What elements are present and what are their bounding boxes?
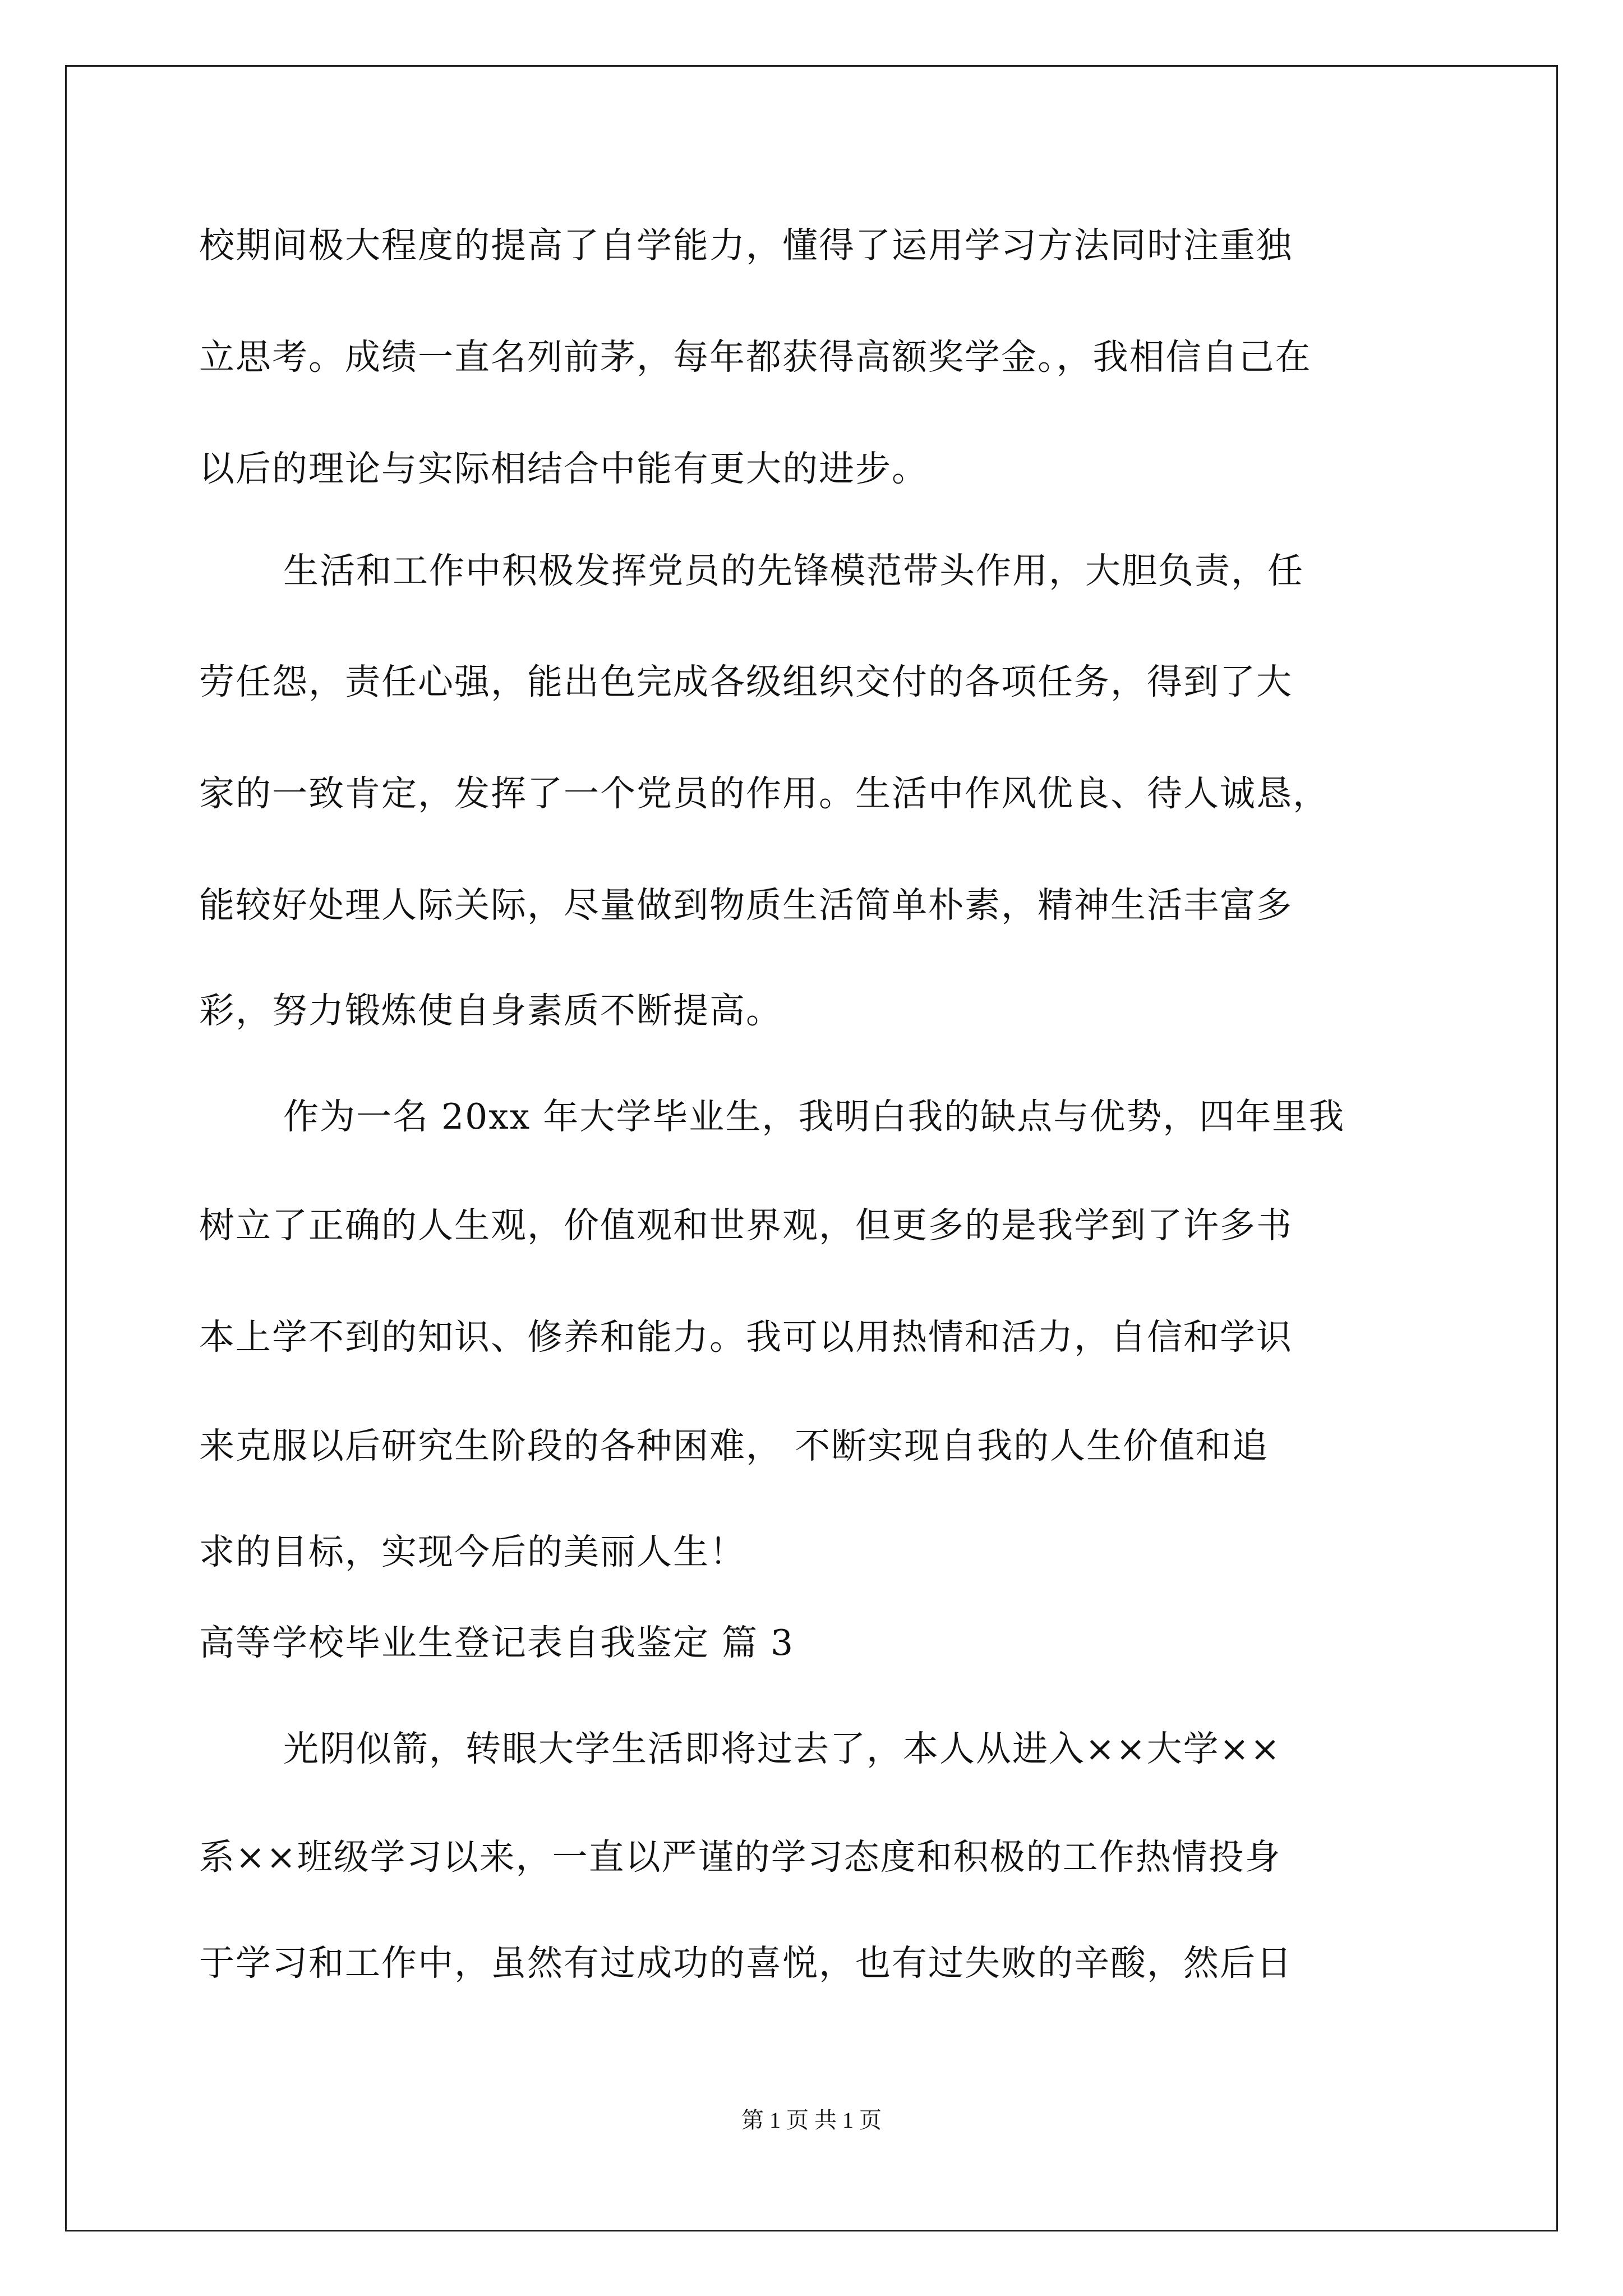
- paragraph-line: 作为一名 20xx 年大学毕业生，我明白我的缺点与优势，四年里我: [283, 1096, 1345, 1137]
- paragraph-line: 劳任怨，责任心强，能出色完成各级组织交付的各项任务，得到了大: [199, 661, 1293, 702]
- paragraph-line: 校期间极大程度的提高了自学能力，懂得了运用学习方法同时注重独: [199, 225, 1293, 266]
- paragraph-line: 来克服以后研究生阶段的各种困难， 不断实现自我的人生价值和追: [199, 1425, 1269, 1466]
- paragraph-line: 生活和工作中积极发挥党员的先锋模范带头作用，大胆负责，任: [283, 550, 1304, 591]
- page-footer: 第 1 页 共 1 页: [741, 2108, 882, 2133]
- paragraph-line: 以后的理论与实际相结合中能有更大的进步。: [199, 448, 928, 489]
- paragraph-line: 光阴似箭，转眼大学生活即将过去了，本人从进入××大学××: [283, 1728, 1281, 1769]
- paragraph-line: 系××班级学习以来，一直以严谨的学习态度和积极的工作热情投身: [199, 1837, 1281, 1878]
- page-border: [65, 65, 1558, 2231]
- paragraph-line: 能较好处理人际关际，尽量做到物质生活简单朴素，精神生活丰富多: [199, 885, 1293, 926]
- paragraph-line: 于学习和工作中，虽然有过成功的喜悦，也有过失败的辛酸，然后日: [199, 1943, 1293, 1984]
- paragraph-line: 立思考。成绩一直名列前茅，每年都获得高额奖学金。，我相信自己在: [199, 337, 1312, 378]
- paragraph-line: 求的目标，实现今后的美丽人生！: [199, 1531, 746, 1572]
- paragraph-line: 本上学不到的知识、修养和能力。我可以用热情和活力，自信和学识: [199, 1317, 1293, 1358]
- paragraph-line: 彩，努力锻炼使自身素质不断提高。: [199, 990, 782, 1031]
- paragraph-line: 树立了正确的人生观，价值观和世界观，但更多的是我学到了许多书: [199, 1205, 1293, 1246]
- paragraph-line: 家的一致肯定，发挥了一个党员的作用。生活中作风优良、待人诚恳，: [199, 773, 1329, 814]
- section-heading: 高等学校毕业生登记表自我鉴定 篇 3: [199, 1622, 795, 1663]
